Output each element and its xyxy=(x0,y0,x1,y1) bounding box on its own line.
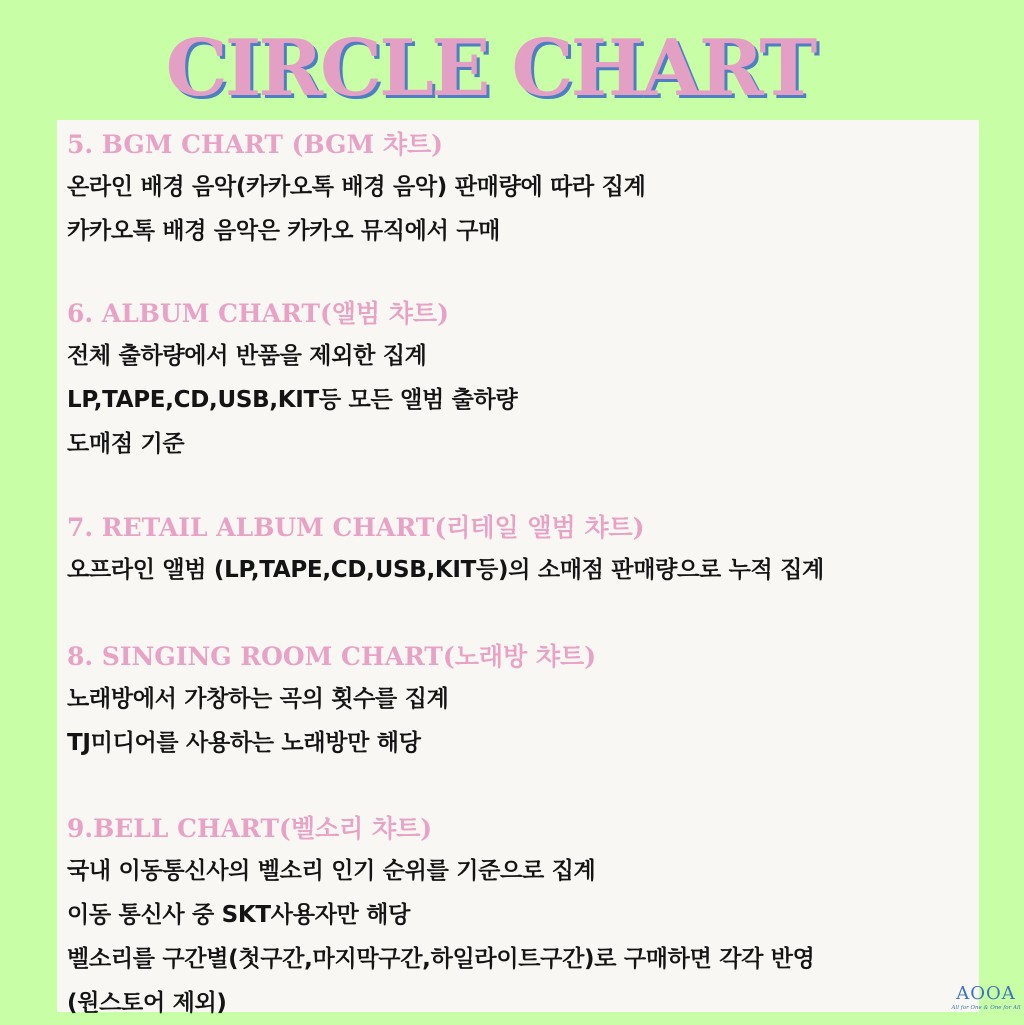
section-heading: 6. ALBUM CHART(앨범 챠트) xyxy=(67,299,449,328)
section-text: 오프라인 앨범 (LP,TAPE,CD,USB,KIT등)의 소매점 판매량으로 누적 집계 xyxy=(67,557,824,583)
section-text: 벨소리를 구간별(첫구간,마지막구간,하일라이트구간)로 구매하면 각각 반영 xyxy=(67,946,815,972)
section-heading: 8. SINGING ROOM CHART(노래방 챠트) xyxy=(67,642,597,671)
section-text: (원스토어 제외) xyxy=(67,990,227,1016)
page-title: CIRCLE CHART xyxy=(165,23,815,114)
section-text: 카카오톡 배경 음악은 카카오 뮤직에서 구매 xyxy=(67,218,501,244)
content-panel xyxy=(57,120,979,1016)
section-text: TJ미디어를 사용하는 노래방만 해당 xyxy=(67,730,421,756)
section-text: LP,TAPE,CD,USB,KIT등 모든 앨범 출하량 xyxy=(67,387,518,413)
section-album-chart xyxy=(67,294,979,466)
section-text: 전체 출하량에서 반품을 제외한 집계 xyxy=(67,343,427,369)
logo-mark: AOOA xyxy=(956,983,1016,1004)
section-heading: 5. BGM CHART (BGM 챠트) xyxy=(67,130,443,159)
section-text: 이동 통신사 중 SKT사용자만 해당 xyxy=(67,902,411,928)
logo-tagline: All for One & One for All xyxy=(951,1005,1021,1011)
section-bell-chart xyxy=(67,809,979,1025)
section-heading: 9.BELL CHART(벨소리 챠트) xyxy=(67,814,433,843)
brand-logo xyxy=(948,984,1024,1024)
section-text: 노래방에서 가창하는 곡의 횟수를 집계 xyxy=(67,686,449,712)
section-text: 온라인 배경 음악(카카오톡 배경 음악) 판매량에 따라 집계 xyxy=(67,174,646,200)
section-text: 도매점 기준 xyxy=(67,431,185,457)
section-text: 국내 이동통신사의 벨소리 인기 순위를 기준으로 집계 xyxy=(67,858,596,884)
section-retail-album-chart xyxy=(67,508,979,592)
section-singing-room-chart xyxy=(67,637,979,765)
section-bgm-chart xyxy=(67,125,979,253)
section-heading: 7. RETAIL ALBUM CHART(리테일 앨범 챠트) xyxy=(67,513,645,542)
